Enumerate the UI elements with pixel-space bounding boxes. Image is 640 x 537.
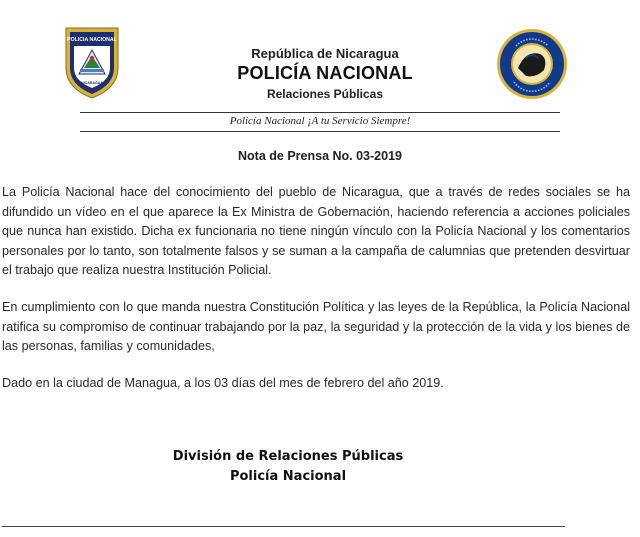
letterhead-titles (200, 46, 450, 102)
department-name: Relaciones Públicas (266, 87, 384, 101)
paragraph-2: En cumplimiento con lo que manda nuestra Constitución Política y las leyes de la República, la Policía Nacional ratifica su compromiso de continuar trabajando por la paz, la seguridad y la protección de la vida y los bienes de las personas, familias y comunidades, (2, 300, 630, 354)
press-release-title: Nota de Prensa No. 03-2019 (238, 149, 402, 163)
signature-block (130, 447, 446, 487)
institution-name: POLICÍA NACIONAL (237, 63, 413, 83)
signature-division: División de Relaciones Públicas (172, 449, 404, 464)
letterhead (0, 0, 640, 127)
police-badge-logo (60, 24, 124, 100)
badge-top-text: POLICIA NACIONAL (67, 37, 117, 43)
paragraph-1: La Policía Nacional hace del conocimiento del pueblo de Nicaragua, que a través de redes sociales se ha difundido un vídeo en el que aparece la Ex Ministra de Gobernación, haciendo referencia a acciones policiales que nunca han existido. Dicha ex funcionaria no tiene ningún vínculo con la Policía Nacional y los comentarios personales por lo tanto, son totalmente falsos y se suman a la campaña de calumnias que pretenden desvirtuar el trabajo que realiza nuestra Institución Policial. (2, 185, 630, 278)
signature-institution: Policía Nacional (229, 469, 347, 484)
motto-banner: Policía Nacional ¡A tu Servicio Siempre! (80, 112, 560, 132)
republic-name: República de Nicaragua (251, 46, 399, 61)
public-relations-seal-logo (496, 28, 568, 100)
badge-bottom-text: NICARAGUA (81, 81, 103, 85)
paragraph-3: Dado en la ciudad de Managua, a los 03 días del mes de febrero del año 2019. (2, 376, 444, 390)
footer-rule (2, 526, 565, 527)
